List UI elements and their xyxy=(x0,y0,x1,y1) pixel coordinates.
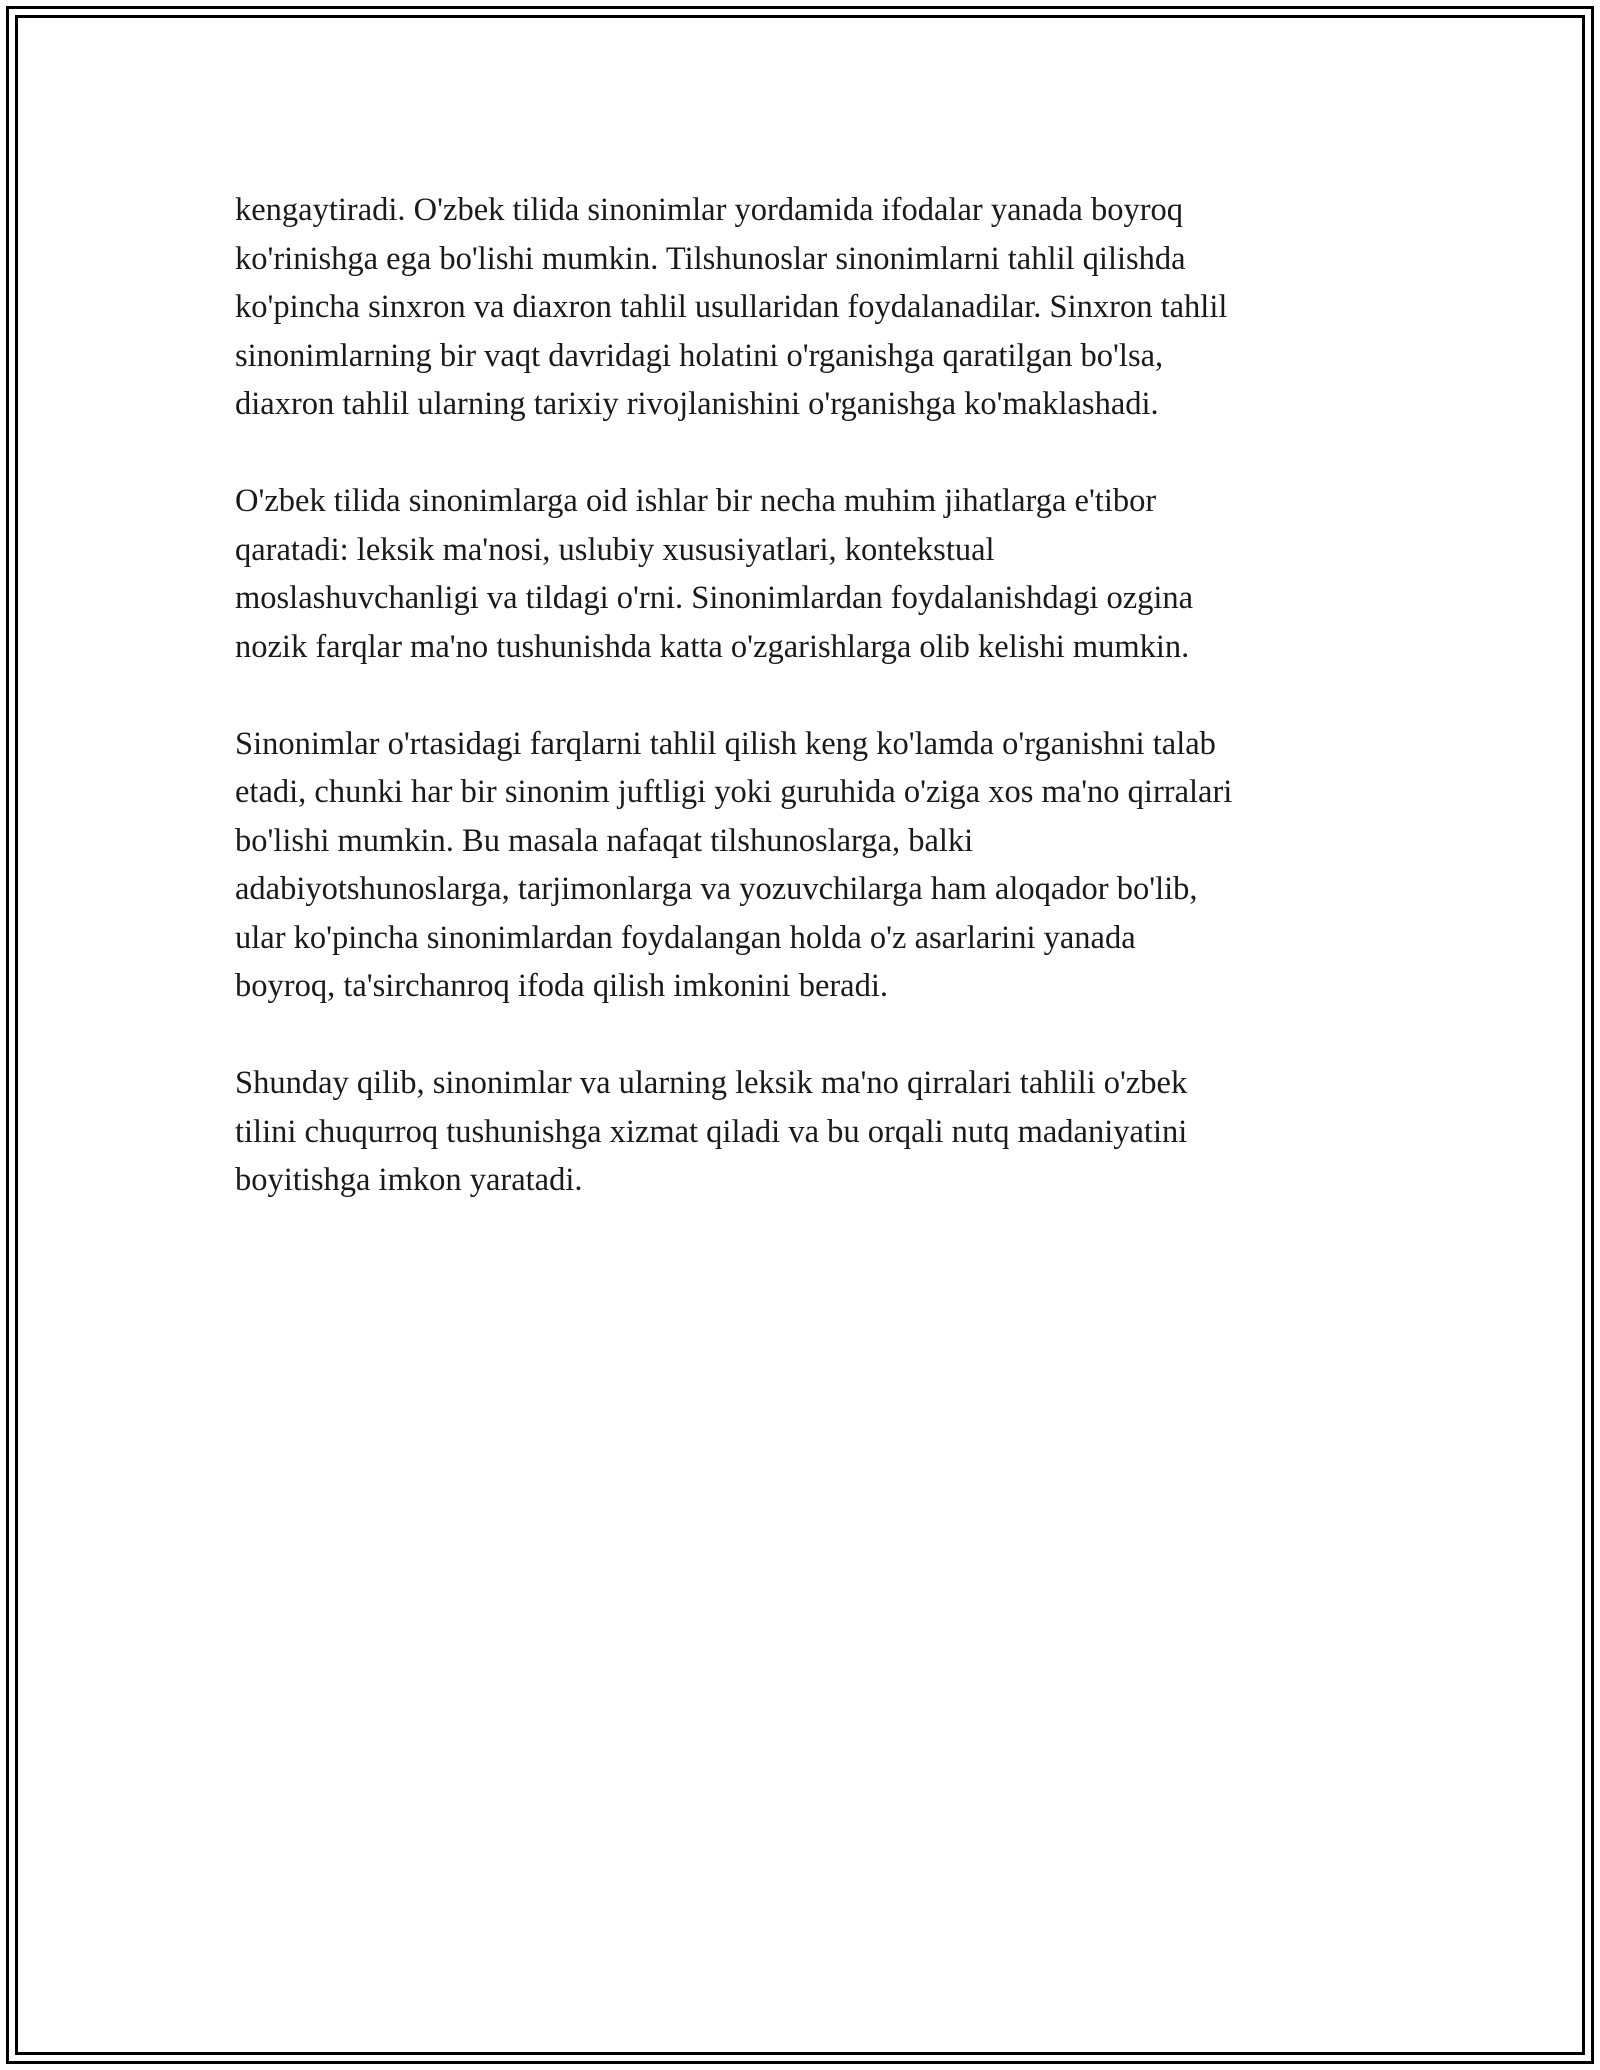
text-line: boyitishga imkon yaratadi. xyxy=(235,1162,583,1198)
text-line: sinonimlarning bir vaqt davridagi holatini o'rganishga qaratilgan bo'lsa, xyxy=(235,337,1164,374)
document-body xyxy=(235,186,1375,1253)
text-line: etadi, chunki har bir sinonim juftligi yoki guruhida o'ziga xos ma'no qirralari xyxy=(235,774,1233,810)
paragraph-1 xyxy=(235,186,1375,429)
text-line: qaratadi: leksik ma'nosi, uslubiy xususiyatlari, kontekstual xyxy=(235,531,995,568)
paragraph-3 xyxy=(235,720,1375,1011)
text-line: diaxron tahlil ularning tarixiy rivojlanishini o'rganishga ko'maklashadi. xyxy=(235,386,1159,422)
paragraph-2 xyxy=(235,477,1375,671)
text-line: kengaytiradi. O'zbek tilida sinonimlar yordamida ifodalar yanada boyroq xyxy=(235,192,1184,228)
text-line: bo'lishi mumkin. Bu masala nafaqat tilshunoslarga, balki xyxy=(235,822,974,859)
paragraph-4 xyxy=(235,1059,1375,1205)
text-line: O'zbek tilida sinonimlarga oid ishlar bir necha muhim jihatlarga e'tibor xyxy=(235,483,1157,519)
text-line: ko'pincha sinxron va diaxron tahlil usullaridan foydalanadilar. Sinxron tahlil xyxy=(235,289,1228,325)
text-line: boyroq, ta'sirchanroq ifoda qilish imkonini beradi. xyxy=(235,968,889,1004)
text-line: adabiyotshunoslarga, tarjimonlarga va yozuvchilarga ham aloqador bo'lib, xyxy=(235,871,1198,907)
text-line: Sinonimlar o'rtasidagi farqlarni tahlil qilish keng ko'lamda o'rganishni talab xyxy=(235,725,1216,762)
text-line: tilini chuqurroq tushunishga xizmat qiladi va bu orqali nutq madaniyatini xyxy=(235,1113,1188,1150)
text-line: ko'rinishga ega bo'lishi mumkin. Tilshunoslar sinonimlarni tahlil qilishda xyxy=(235,240,1186,277)
text-line: Shunday qilib, sinonimlar va ularning leksik ma'no qirralari tahlili o'zbek xyxy=(235,1065,1188,1101)
text-line: ular ko'pincha sinonimlardan foydalangan holda o'z asarlarini yanada xyxy=(235,919,1136,956)
text-line: moslashuvchanligi va tildagi o'rni. Sinonimlardan foydalanishdagi ozgina xyxy=(235,580,1194,616)
text-line: nozik farqlar ma'no tushunishda katta o'zgarishlarga olib kelishi mumkin. xyxy=(235,628,1190,665)
